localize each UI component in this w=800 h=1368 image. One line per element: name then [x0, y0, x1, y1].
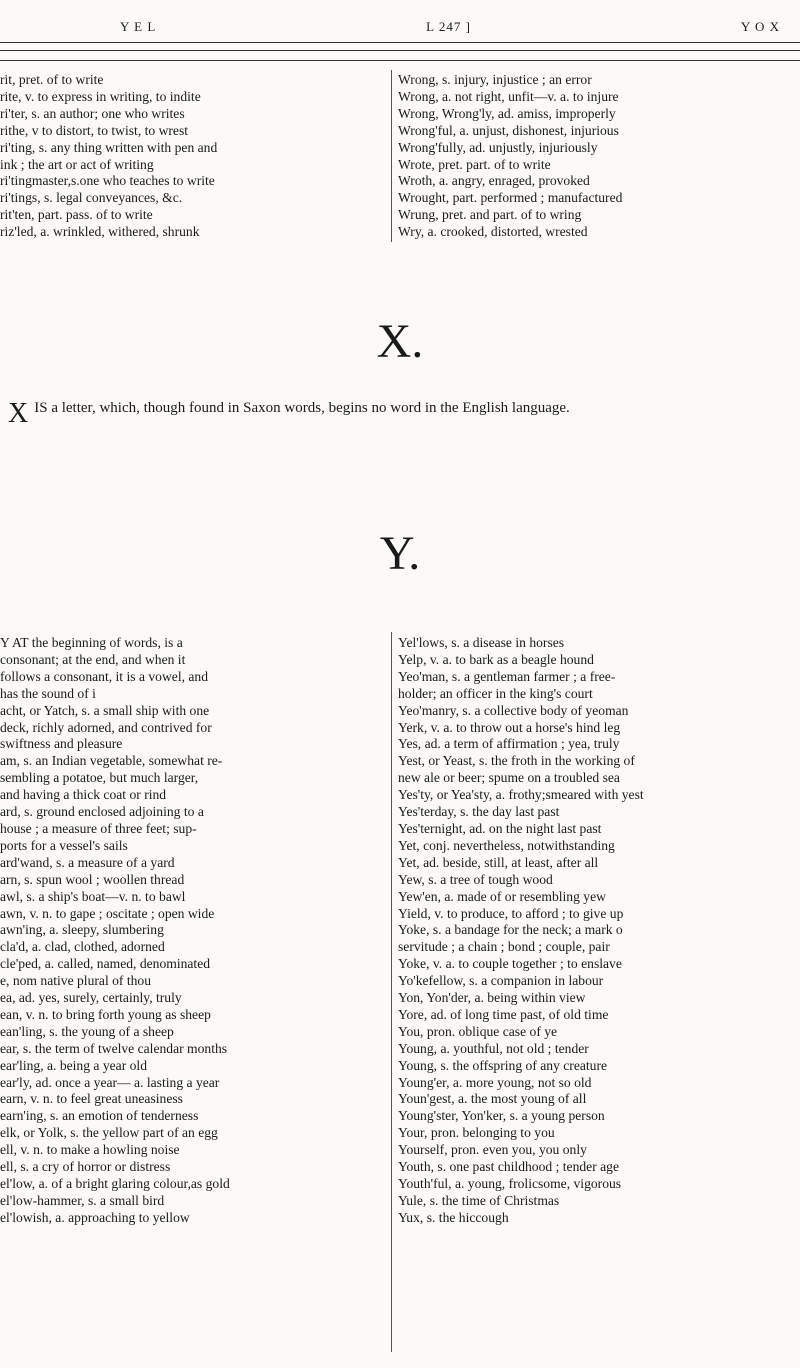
header-rule-top: [0, 42, 800, 43]
entry: Wroth, a. angry, enraged, provoked: [398, 173, 590, 189]
entry: el'low, a. of a bright glaring colour,as gold: [0, 1176, 230, 1191]
entry: awl, s. a ship's boat—v. n. to bawl: [0, 888, 186, 904]
entry: Yet, conj. nevertheless, notwithstanding: [398, 837, 615, 853]
entry: Yourself, pron. even you, you only: [398, 1142, 587, 1158]
entry: ports for a vessel's sails: [0, 837, 128, 853]
entry: new ale or beer; spume on a troubled sea: [398, 770, 620, 786]
entry: Yerk, v. a. to throw out a horse's hind leg: [398, 719, 621, 735]
entry: awn, v. n. to gape ; oscitate ; open wide: [0, 905, 215, 921]
entry: Yest, or Yeast, s. the froth in the working of: [398, 753, 635, 769]
entry: Yes'ternight, ad. on the night last past: [398, 820, 602, 836]
entry: rit'ten, part. pass. of to write: [0, 207, 153, 223]
section-heading-x: X.: [376, 315, 424, 368]
entry: ell, s. a cry of horror or distress: [0, 1159, 171, 1175]
entry: Yes, ad. a term of affirmation ; yea, truly: [398, 736, 620, 752]
entry: Yet, ad. beside, still, at least, after all: [398, 854, 599, 870]
entry: rit, pret. of to write: [0, 72, 104, 87]
entry: Yel'lows, s. a disease in horses: [398, 635, 565, 650]
entry: Wrong, Wrong'ly, ad. amiss, improperly: [398, 105, 616, 121]
entry: riz'led, a. wrinkled, withered, shrunk: [0, 224, 200, 240]
entry: ri'ting, s. any thing written with pen and: [0, 139, 218, 155]
entry: has the sound of i: [0, 685, 96, 701]
entry: Young'er, a. more young, not so old: [398, 1074, 592, 1090]
entry: Your, pron. belonging to you: [398, 1125, 555, 1141]
entry: Youth'ful, a. young, frolicsome, vigorous: [398, 1176, 622, 1191]
entry: awn'ing, a. sleepy, slumbering: [0, 922, 164, 938]
x-definition: [8, 400, 788, 428]
entry: Wrote, pret. part. of to write: [398, 156, 551, 172]
entry: rite, v. to express in writing, to indite: [0, 88, 201, 104]
entry: Yew'en, a. made of or resembling yew: [398, 888, 606, 904]
column-divider: [391, 632, 392, 1352]
entry: Wrong'fully, ad. unjustly, injuriously: [398, 139, 598, 155]
entry: Yoke, v. a. to couple together ; to enslave: [398, 956, 622, 972]
drop-cap: X: [8, 398, 29, 429]
entry: Yield, v. to produce, to afford ; to give up: [398, 905, 624, 921]
entry: am, s. an Indian vegetable, somewhat re-: [0, 753, 223, 769]
header-rule-bottom: [0, 50, 800, 51]
entry: Wrong, a. not right, unfit—v. a. to injure: [398, 88, 619, 104]
entry: You, pron. oblique case of ye: [398, 1023, 558, 1039]
column-divider: [391, 70, 392, 242]
running-head: [120, 16, 780, 38]
entry: elk, or Yolk, s. the yellow part of an egg: [0, 1125, 218, 1141]
w-entries-right: [398, 72, 793, 241]
entry: and having a thick coat or rind: [0, 787, 167, 803]
running-head-left: Y E L: [120, 19, 157, 34]
entry: el'lowish, a. approaching to yellow: [0, 1209, 190, 1225]
entry: Yule, s. the time of Christmas: [398, 1192, 560, 1208]
entry: sembling a potatoe, but much larger,: [0, 770, 199, 786]
entry: ean, v. n. to bring forth young as sheep: [0, 1006, 211, 1022]
entry: Youth, s. one past childhood ; tender age: [398, 1159, 619, 1175]
entry: ear'ly, ad. once a year— a. lasting a year: [0, 1074, 220, 1090]
entry: ard'wand, s. a measure of a yard: [0, 854, 175, 870]
entry: Young, a. youthful, not old ; tender: [398, 1040, 589, 1056]
entry: ard, s. ground enclosed adjoining to a: [0, 804, 204, 820]
entry: Yeo'man, s. a gentleman farmer ; a free-: [398, 668, 616, 684]
entry: ea, ad. yes, surely, certainly, truly: [0, 990, 182, 1006]
entry: cle'ped, a. called, named, denominated: [0, 956, 211, 972]
entry: holder; an officer in the king's court: [398, 685, 593, 701]
entry: Wrong'ful, a. unjust, dishonest, injurious: [398, 122, 619, 138]
entry: Yelp, v. a. to bark as a beagle hound: [398, 651, 594, 667]
entry: Wry, a. crooked, distorted, wrested: [398, 224, 588, 240]
y-entries-left: [0, 635, 388, 1227]
entry: ear'ling, a. being a year old: [0, 1057, 148, 1073]
entry: deck, richly adorned, and contrived for: [0, 719, 212, 735]
entry: Yux, s. the hiccough: [398, 1209, 509, 1225]
running-head-center: L 247 ]: [426, 19, 471, 34]
entry: earn, v. n. to feel great uneasiness: [0, 1091, 183, 1107]
y-entries-right: [398, 635, 793, 1227]
entry: Yew, s. a tree of tough wood: [398, 871, 553, 887]
entry: Wrung, pret. and part. of to wring: [398, 207, 582, 223]
entry: servitude ; a chain ; bond ; couple, pair: [398, 939, 610, 955]
entry: house ; a measure of three feet; sup-: [0, 820, 197, 836]
entry: cla'd, a. clad, clothed, adorned: [0, 939, 165, 955]
entry: Yon, Yon'der, a. being within view: [398, 990, 586, 1006]
x-definition-text: IS a letter, which, though found in Saxon words, begins no word in the English language.: [34, 400, 570, 416]
entry: Wrought, part. performed ; manufactured: [398, 190, 623, 206]
entry: Wrong, s. injury, injustice ; an error: [398, 72, 592, 87]
entry: Young'ster, Yon'ker, s. a young person: [398, 1108, 605, 1124]
entry: arn, s. spun wool ; woollen thread: [0, 871, 185, 887]
entry: Young, s. the offspring of any creature: [398, 1057, 608, 1073]
entry: Yes'terday, s. the day last past: [398, 804, 560, 820]
entry: Yore, ad. of long time past, of old time: [398, 1006, 609, 1022]
entry: ri'tings, s. legal conveyances, &c.: [0, 190, 183, 206]
entry: swiftness and pleasure: [0, 736, 123, 752]
entry: Y AT the beginning of words, is a: [0, 635, 183, 650]
entry: el'low-hammer, s. a small bird: [0, 1192, 165, 1208]
entry: earn'ing, s. an emotion of tenderness: [0, 1108, 199, 1124]
entry: Youn'gest, a. the most young of all: [398, 1091, 587, 1107]
entry: Yoke, s. a bandage for the neck; a mark o: [398, 922, 623, 938]
entry: consonant; at the end, and when it: [0, 651, 186, 667]
entry: ell, v. n. to make a howling noise: [0, 1142, 180, 1158]
entry: ear, s. the term of twelve calendar months: [0, 1040, 228, 1056]
entry: ink ; the art or act of writing: [0, 156, 154, 172]
entry: ean'ling, s. the young of a sheep: [0, 1023, 174, 1039]
entry: ri'tingmaster,s.one who teaches to write: [0, 173, 215, 189]
entry: ri'ter, s. an author; one who writes: [0, 105, 185, 121]
entry: follows a consonant, it is a vowel, and: [0, 668, 209, 684]
entry: e, nom native plural of thou: [0, 973, 152, 989]
entry: Yo'kefellow, s. a companion in labour: [398, 973, 604, 989]
running-head-right: Y O X: [740, 19, 780, 34]
header-rule-third: [0, 60, 800, 61]
entry: Yeo'manry, s. a collective body of yeoman: [398, 702, 629, 718]
entry: Yes'ty, or Yea'sty, a. frothy;smeared with yest: [398, 787, 644, 803]
entry: acht, or Yatch, s. a small ship with one: [0, 702, 210, 718]
section-heading-y: Y.: [379, 527, 421, 580]
w-entries-left: [0, 72, 385, 241]
entry: rithe, v to distort, to twist, to wrest: [0, 122, 189, 138]
